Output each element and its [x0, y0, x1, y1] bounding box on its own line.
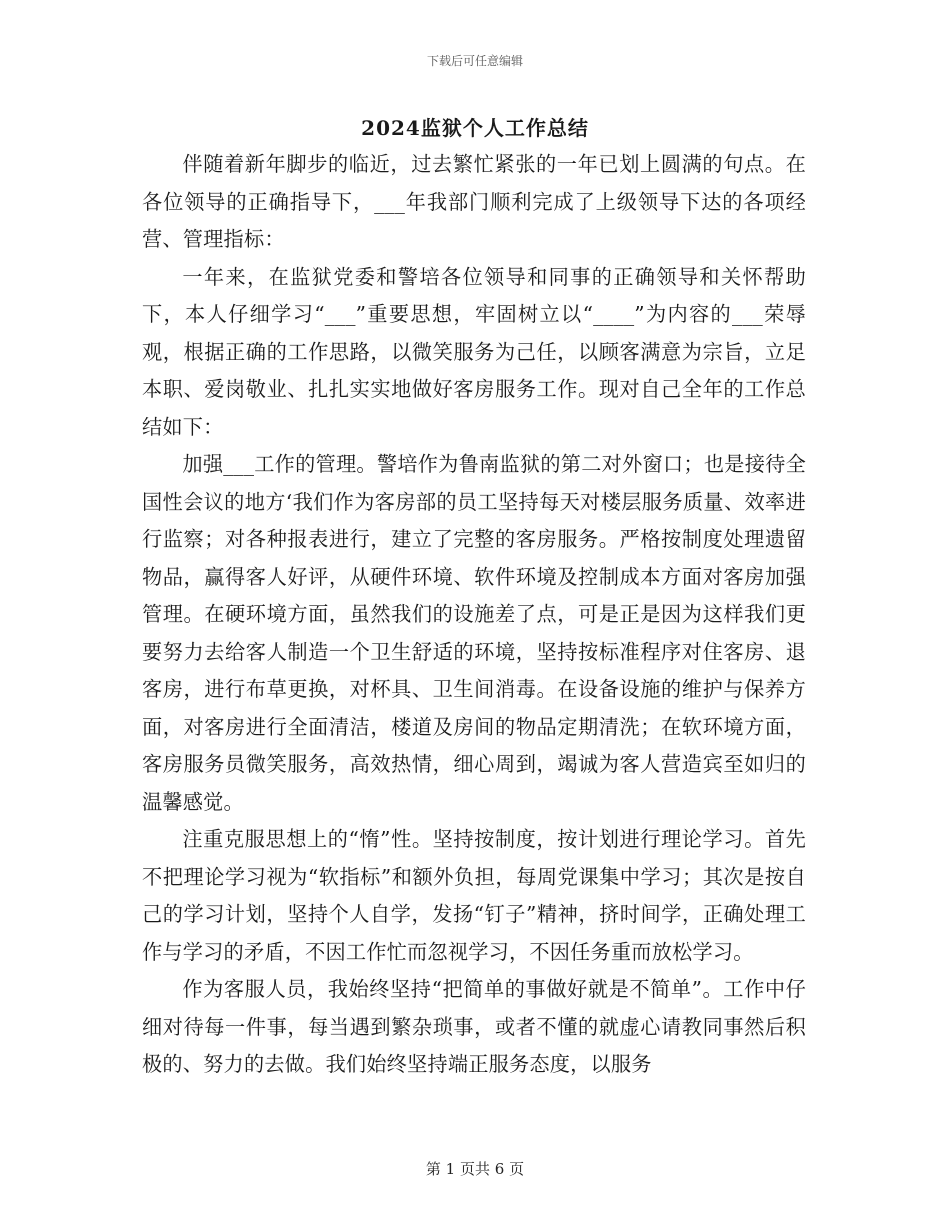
paragraph: 加强___工作的管理。警培作为鲁南监狱的第二对外窗口；也是接待全国性会议的地方‘我们作为客房部的员工坚持每天对楼层服务质量、效率进行监察；对各种报表进行，建立了完整的客房服务。严格按制度处理遗留物品，赢得客人好评，从硬件环境、软件环境及控制成本方面对客房加强管理。在硬环境方面，虽然我们的设施差了点，可是正是因为这样我们更要努力去给客人制造一个卫生舒适的环境，坚持按标准程序对住客房、退客房，进行布草更换，对杯具、卫生间消毒。在设备设施的维护与保养方面，对客房进行全面清洁，楼道及房间的物品定期清洗；在软环境方面，客房服务员微笑服务，高效热情，细心周到，竭诚为客人营造宾至如归的温馨感觉。	[142, 452, 806, 814]
document-title: 2024监狱个人工作总结	[361, 116, 589, 140]
paragraph: 注重克服思想上的“惰”性。坚持按制度，按计划进行理论学习。首先不把理论学习视为“软指标”和额外负担，每周党课集中学习；其次是按自己的学习计划，坚持个人自学，发扬“钉子”精神，挤时间学，正确处理工作与学习的矛盾，不因工作忙而忽视学习，不因任务重而放松学习。	[142, 827, 806, 964]
page-footer-number: 第 1 页共 6 页	[425, 1160, 525, 1178]
document-body	[142, 146, 806, 1084]
paragraph: 伴随着新年脚步的临近，过去繁忙紧张的一年已划上圆满的句点。在各位领导的正确指导下，___年我部门顺利完成了上级领导下达的各项经营、管理指标：	[142, 152, 806, 251]
page-header-note: 下载后可任意编辑	[426, 54, 523, 68]
paragraph: 一年来，在监狱党委和警培各位领导和同事的正确领导和关怀帮助下，本人仔细学习“___”重要思想，牢固树立以“____”为内容的___荣辱观，根据正确的工作思路，以微笑服务为己任，以顾客满意为宗旨，立足本职、爱岗敬业、扎扎实实地做好客房服务工作。现对自己全年的工作总结如下：	[142, 264, 806, 439]
paragraph: 作为客服人员，我始终坚持“把简单的事做好就是不简单”。工作中仔细对待每一件事，每当遇到繁杂琐事，或者不懂的就虚心请教同事然后积极的、努力的去做。我们始终坚持端正服务态度，以服务	[142, 977, 806, 1076]
